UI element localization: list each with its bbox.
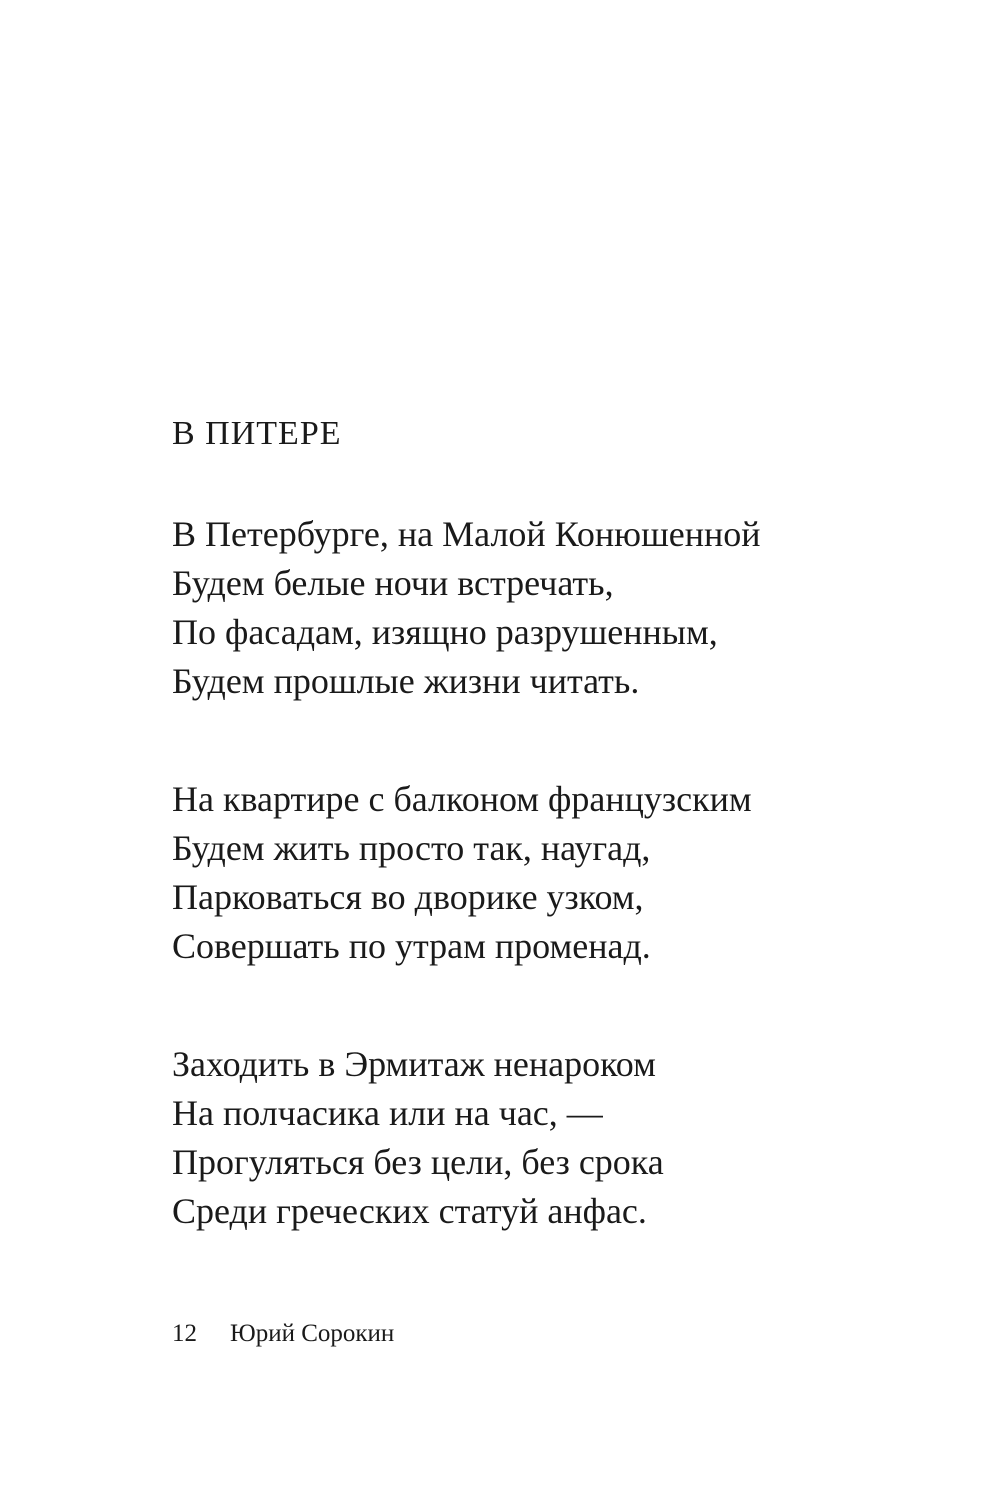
poem-line: Парковаться во дворике узком,	[172, 877, 644, 917]
stanza	[172, 775, 752, 971]
poem-line: Будем белые ночи встречать,	[172, 563, 614, 603]
poem-line: Среди греческих статуй анфас.	[172, 1191, 647, 1231]
poem-line: В Петербурге, на Малой Конюшенной	[172, 514, 761, 554]
poem-line: По фасадам, изящно разрушенным,	[172, 612, 718, 652]
poem-line: Прогуляться без цели, без срока	[172, 1142, 664, 1182]
poem-line: Будем жить просто так, наугад,	[172, 828, 651, 868]
poem-line: Совершать по утрам променад.	[172, 926, 651, 966]
poem-title: В ПИТЕРЕ	[172, 415, 342, 452]
poem-line: На квартире с балконом французским	[172, 779, 752, 819]
stanza	[172, 510, 761, 706]
poem-line: На полчасика или на час, —	[172, 1093, 603, 1133]
page-number: 12	[172, 1320, 197, 1347]
poem-line: Будем прошлые жизни читать.	[172, 661, 640, 701]
author-name: Юрий Сорокин	[230, 1320, 395, 1347]
stanza	[172, 1040, 664, 1236]
poem-line: Заходить в Эрмитаж ненароком	[172, 1044, 656, 1084]
page-footer	[172, 1318, 394, 1350]
